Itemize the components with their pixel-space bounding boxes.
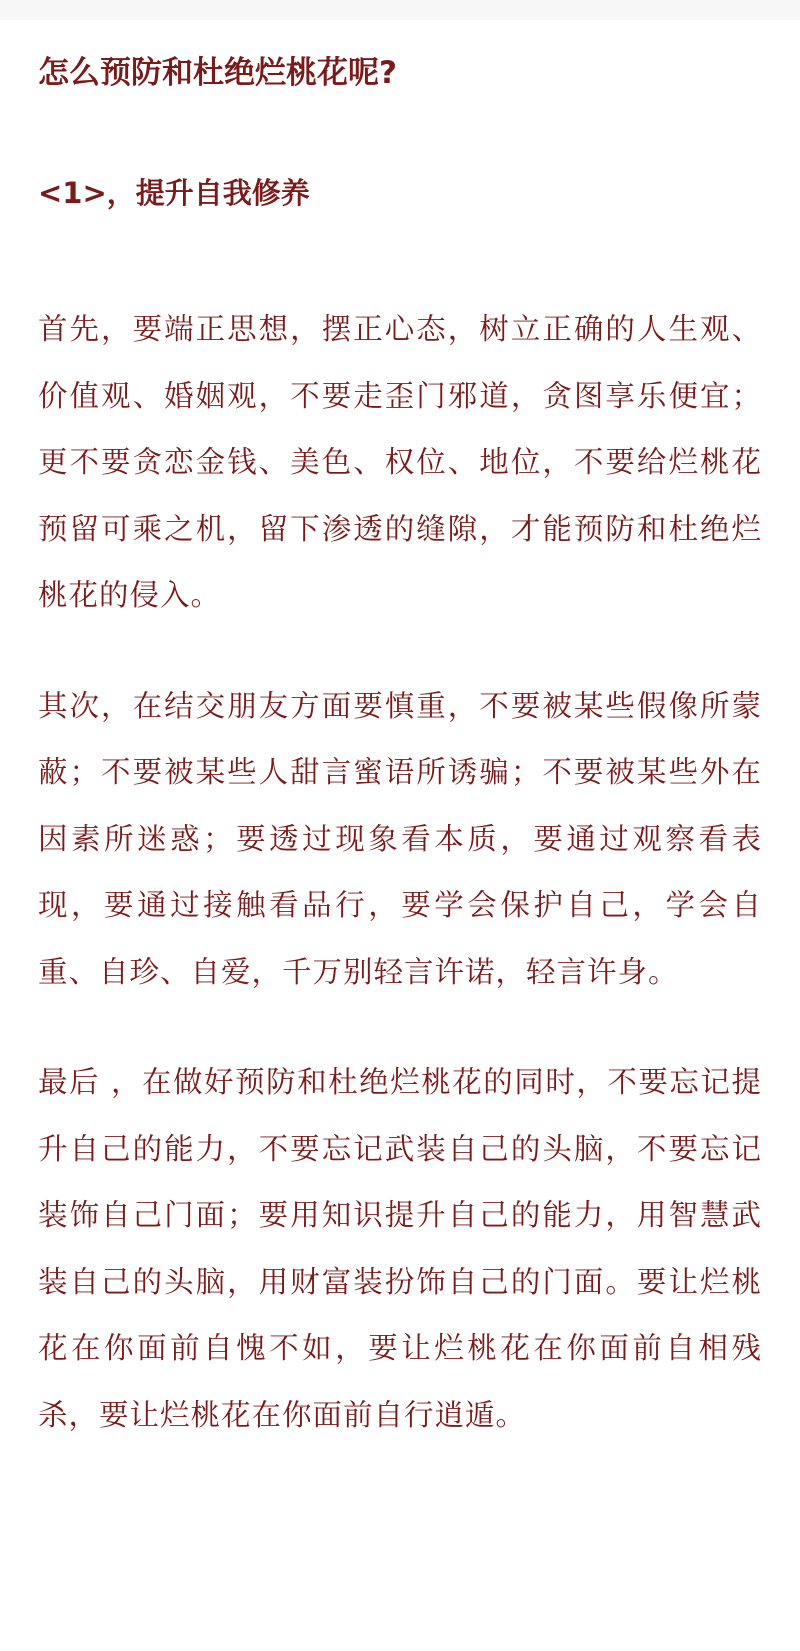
- top-status-strip: [0, 0, 800, 20]
- article-body: [38, 48, 762, 1448]
- article-title: 怎么预防和杜绝烂桃花呢?: [38, 55, 397, 91]
- section-heading: <1>，提升自我修养: [38, 176, 310, 210]
- paragraph-second: 其次，在结交朋友方面要慎重，不要被某些假像所蒙蔽；不要被某些人甜言蜜语所诱骗；不要被某些外在因素所迷惑；要透过现象看本质，要通过观察看表现，要通过接触看品行，要学会保护自己，学会自重、自珍、自爱，千万别轻言许诺，轻言许身。: [38, 688, 762, 989]
- paragraph-last: 最后 ，在做好预防和杜绝烂桃花的同时，不要忘记提升自己的能力，不要忘记武装自己的头脑，不要忘记装饰自己门面；要用知识提升自己的能力，用智慧武装自己的头脑，用财富装扮饰自己的门面。要让烂桃花在你面前自愧不如，要让烂桃花在你面前自相残杀，要让烂桃花在你面前自行逍遁。: [38, 1065, 762, 1432]
- paragraph-first: 首先，要端正思想，摆正心态，树立正确的人生观、价值观、婚姻观，不要走歪门邪道，贪图享乐便宜；更不要贪恋金钱、美色、权位、地位，不要给烂桃花预留可乘之机，留下渗透的缝隙，才能预防和杜绝烂桃花的侵入。: [38, 312, 762, 612]
